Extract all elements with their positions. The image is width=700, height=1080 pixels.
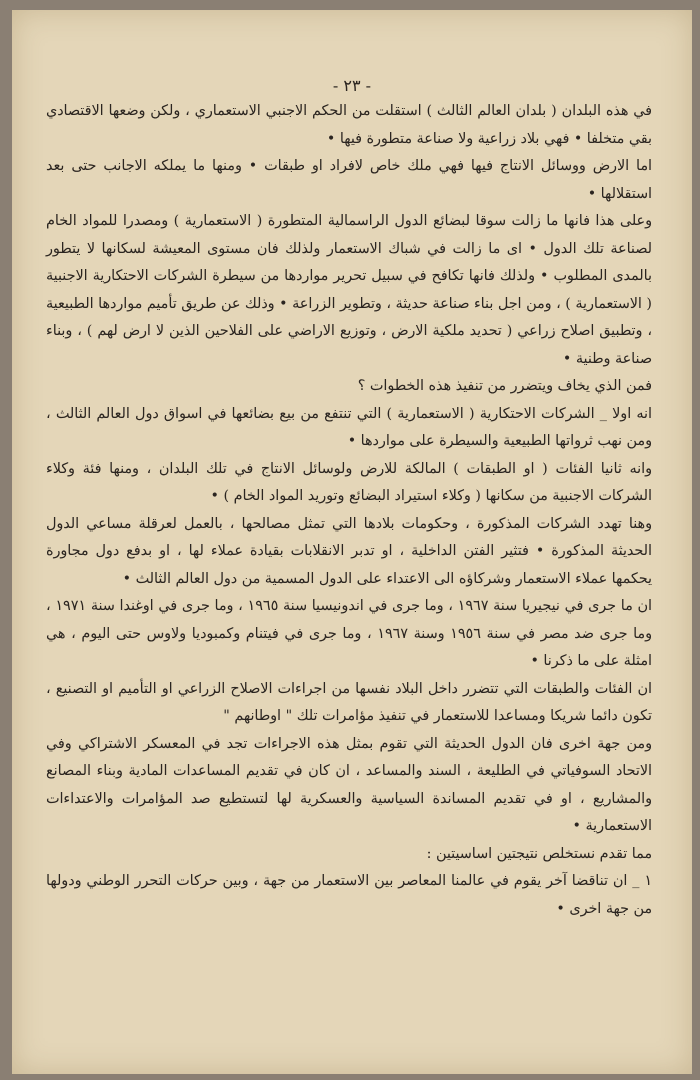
paragraph: في هذه البلدان ( بلدان العالم الثالث ) استقلت من الحكم الاجنبي الاستعماري ، ولكن وضعها الاقتصادي بقي متخلفا • فهي بلاد زراعية ولا صناعة متطورة فيها • — [46, 103, 652, 147]
document-page — [12, 10, 692, 1074]
paragraph: انه اولا _ الشركات الاحتكارية ( الاستعمارية ) التي تنتفع من بيع بضائعها في اسواق دول العالم الثالث ، ومن نهب ثرواتها الطبيعية والسيطرة على مواردها • — [46, 405, 652, 449]
body-text — [46, 98, 652, 923]
paragraph: وعلى هذا فانها ما زالت سوقا لبضائع الدول الراسمالية المتطورة ( الاستعمارية ) ومصدرا للمواد الخام لصناعة تلك الدول • اى ما زالت في شباك الاستعمار ولذلك فان مستوى المعيشة لسكانها لا يتطور بالمدى المطلوب • ولذلك فانها تكافح في سبيل تحرير مواردها من سيطرة الشركات الاحتكارية الاجنبية ( الاستعمارية ) ، ومن اجل بناء صناعة حديثة ، وتطوير الزراعة • وذلك عن طريق تأميم مواردها الطبيعية ، وتطبيق اصلاح زراعي ( تحديد ملكية الارض ، وتوزيع الاراضي على الفلاحين الذين لا ارض لهم ) ، وبناء صناعة وطنية • — [46, 213, 652, 367]
paragraph: وانه ثانيا الفئات ( او الطبقات ) المالكة للارض ولوسائل الانتاج في تلك البلدان ، ومنها فئة وكلاء الشركات الاجنبية من سكانها ( وكلاء استيراد البضائع وتوريد المواد الخام ) • — [46, 460, 652, 504]
page-number: - ٢٣ - — [332, 76, 372, 95]
paragraph: ان ما جرى في نيجيريا سنة ١٩٦٧ ، وما جرى في اندونيسيا سنة ١٩٦٥ ، وما جرى في اوغندا سنة ١٩٧١ ، وما جرى ضد مصر في سنة ١٩٥٦ وسنة ١٩٦٧ ، وما جرى في فيتنام وكمبوديا ولاوس حتى اليوم ، هي امثلة على ما ذكرنا • — [46, 598, 652, 669]
paragraph: اما الارض ووسائل الانتاج فيها فهي ملك خاص لافراد او طبقات • ومنها ما يملكه الاجانب حتى بعد استقلالها • — [46, 158, 652, 202]
paragraph: وهنا تهدد الشركات المذكورة ، وحكومات بلادها التي تمثل مصالحها ، بالعمل لعرقلة مساعي الدول الحديثة المذكورة • فتثير الفتن الداخلية ، او تدبر الانقلابات بقيادة عملاء لها ، او بدفع دول مجاورة يحكمها عملاء الاستعمار وشركاؤه الى الاعتداء على الدول المسمية من دول العالم الثالث • — [46, 515, 652, 587]
paragraph: مما تقدم نستخلص نتيجتين اساسيتين : — [426, 845, 652, 862]
paragraph: ومن جهة اخرى فان الدول الحديثة التي تقوم بمثل هذه الاجراءات تجد في المعسكر الاشتراكي وفي الاتحاد السوفياتي في الطليعة ، السند والمساعد ، ان كان في تقديم المساعدات المادية وبناء المصانع والمشاريع ، او في تقديم المساندة السياسية والعسكرية لها لتستطيع صد المؤامرات والاعتداءات الاستعمارية • — [46, 735, 652, 834]
paragraph: ان الفئات والطبقات التي تتضرر داخل البلاد نفسها من اجراءات الاصلاح الزراعي او التأميم او التصنيع ، تكون دائما شريكا ومساعدا للاستعمار في تنفيذ مؤامرات تلك " اوطانهم " — [46, 680, 652, 724]
paragraph: فمن الذي يخاف ويتضرر من تنفيذ هذه الخطوات ؟ — [357, 378, 652, 394]
paragraph: ١ _ ان تناقضا آخر يقوم في عالمنا المعاصر بين الاستعمار من جهة ، وبين حركات التحرر الوطني ودولها من جهة اخرى • — [46, 873, 652, 917]
